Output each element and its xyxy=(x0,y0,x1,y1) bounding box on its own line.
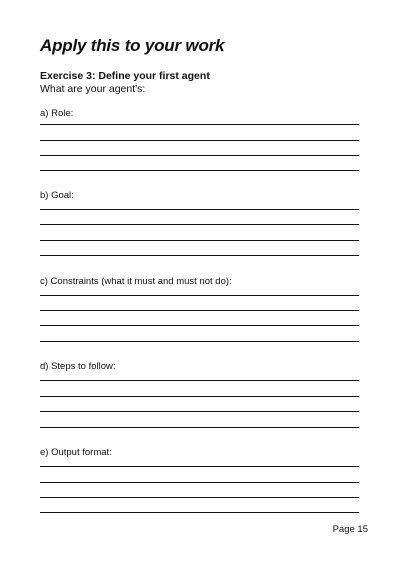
page-title: Apply this to your work xyxy=(40,36,225,55)
section-label: c) Constraints (what it must and must not do): xyxy=(40,276,232,287)
writing-line xyxy=(40,497,359,498)
writing-line xyxy=(40,240,359,241)
exercise-heading: Exercise 3: Define your first agent xyxy=(40,70,210,82)
writing-line xyxy=(40,325,359,326)
section-label: e) Output format: xyxy=(40,447,112,458)
writing-line xyxy=(40,295,359,296)
writing-line xyxy=(40,396,359,397)
writing-line xyxy=(40,411,359,412)
writing-line xyxy=(40,255,359,256)
exercise-subtitle: What are your agent's: xyxy=(40,83,146,95)
writing-line xyxy=(40,170,359,171)
writing-line xyxy=(40,512,359,513)
writing-line xyxy=(40,310,359,311)
page-number: Page 15 xyxy=(332,524,368,535)
writing-line xyxy=(40,466,359,467)
writing-line xyxy=(40,380,359,381)
writing-line xyxy=(40,482,359,483)
writing-line xyxy=(40,124,359,125)
writing-line xyxy=(40,140,359,141)
section-label: d) Steps to follow: xyxy=(40,361,116,372)
writing-line xyxy=(40,224,359,225)
section-label: b) Goal: xyxy=(40,190,74,201)
writing-line xyxy=(40,341,359,342)
writing-line xyxy=(40,427,359,428)
writing-line xyxy=(40,155,359,156)
section-label: a) Role: xyxy=(40,108,74,119)
writing-line xyxy=(40,209,359,210)
